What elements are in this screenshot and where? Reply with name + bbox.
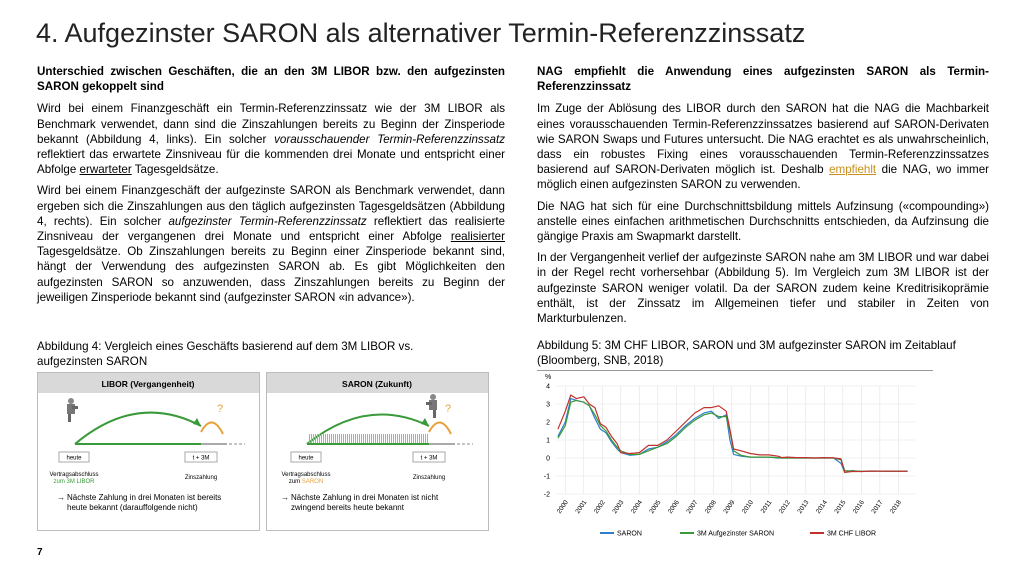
empfiehlt-link[interactable]: empfiehlt (829, 163, 877, 177)
chart-y-ticks (544, 384, 550, 499)
x-tick-label: 2013 (796, 499, 811, 515)
x-tick-label: 2012 (777, 499, 792, 515)
y-tick-label: 4 (546, 383, 550, 391)
y-tick-label: 2 (546, 419, 550, 427)
left-heading: Unterschied zwischen Geschäften, die an den 3M LIBOR bzw. den aufgezinsten SARON gekoppelt sind (37, 65, 505, 94)
x-tick-label: 2007 (685, 499, 700, 515)
y-tick-label: -2 (543, 491, 550, 499)
left-paragraph-1: Wird bei einem Finanzgeschäft ein Termin-Referenzzinssatz wie der 3M LIBOR als Benchmark verwendet, dann sind die Zinszahlungen bereits zu Beginn der Zinsperiode bekannt (Abbildung 4, links). Ein solcher vorausschauender Termin-Referenzzinssatz reflektiert das erwartete Zinsniveau für die kommenden drei Monate und entspricht einer Abfolge erwarteter Tagesgeldsätze. (37, 102, 505, 177)
x-tick-label: 2015 (833, 499, 848, 515)
y-tick-label: 3 (546, 401, 550, 409)
x-tick-label: 2000 (555, 499, 570, 515)
saron-header: SARON (Zukunft) (342, 379, 412, 389)
x-tick-label: 2016 (851, 499, 866, 515)
right-heading: NAG empfiehlt die Anwendung eines aufgezinsten SARON als Termin-Referenzzinssatz (537, 65, 989, 94)
x-tick-label: 2004 (629, 499, 644, 515)
chart-legend (600, 531, 876, 538)
x-tick-label: 2010 (740, 499, 755, 515)
libor-arrow-icon: → (57, 493, 65, 502)
svg-text:t + 3M: t + 3M (420, 455, 438, 462)
right-column (537, 64, 989, 332)
saron-note-line-1: Nächste Zahlung in drei Monaten ist nicht (291, 493, 439, 502)
figure-4-diagram (37, 372, 489, 534)
figure-5-caption: Abbildung 5: 3M CHF LIBOR, SARON und 3M aufgezinster SARON im Zeitablauf (Bloomberg, SNB, 2018) (537, 339, 956, 367)
legend-label: SARON (617, 530, 642, 538)
svg-text:t + 3M: t + 3M (192, 455, 210, 462)
x-tick-label: 2006 (666, 499, 681, 515)
saron-note-line-2: zwingend bereits heute bekannt (291, 503, 404, 512)
saron-arrow-icon: → (281, 493, 289, 502)
x-tick-label: 2003 (611, 499, 626, 515)
left-paragraph-2: Wird bei einem Finanzgeschäft der aufgezinste SARON als Benchmark verwendet, dann ergeben sich die Zinszahlungen aus den täglich aufgezinsten Tagesgeldsätzen (Abbildung 4, rechts). Ein solcher aufgezinster Termin-Referenzzinssatz reflektiert das realisierte Zinsniveau der vergangenen drei Monate und entspricht einer Abfolge realisierter Tagesgeldsätze. Ob Zinszahlungen bereits zu Beginn einer Zinsperiode bekannt sind, hängt der Verwendung des aufgezinsten SARON ab. Es gibt Möglichkeiten den aufgezinsten SARON so anzuwenden, dass Zinszahlungen bereits zu Beginn der jeweiligen Zinsperiode bekannt sind (aufgezinster SARON «in advance»). (37, 184, 505, 304)
chart-lines (558, 395, 908, 472)
series-line-1 (558, 400, 908, 471)
left-column (37, 64, 505, 311)
chart-x-ticks (556, 499, 903, 515)
x-tick-label: 2001 (574, 499, 589, 515)
x-tick-label: 2017 (870, 499, 885, 515)
right-paragraph-2: Die NAG hat sich für eine Durchschnittsbildung mittels Aufzinsung («compounding») anstelle eines einfachen arithmetischen Durchschnitts entschieden, da Aufzinsung die gängige Praxis am Swapmarkt darstellt. (537, 199, 989, 244)
libor-question-mark: ? (217, 403, 224, 415)
series-line-2 (558, 395, 908, 472)
saron-question-mark: ? (445, 403, 452, 415)
libor-header: LIBOR (Vergangenheit) (101, 379, 195, 389)
svg-text:heute: heute (298, 455, 314, 462)
page-number: 7 (37, 547, 43, 558)
libor-note-line-1: Nächste Zahlung in drei Monaten ist bereits (67, 493, 222, 502)
page-title: 4. Aufgezinster SARON als alternativer Termin-Referenzzinssatz (36, 18, 806, 48)
right-paragraph-1: Im Zuge der Ablösung des LIBOR durch den SARON hat die NAG die Machbarkeit eines vorausschauenden Termin-Referenzzinssatzes basierend auf SARON-Derivaten wie SARON Swaps und Futures untersucht. Die NAG erachtet es als unwahrscheinlich, dass ein robustes Fixing eines vorausschauenden Termin-Referenzzinssatzes basierend auf SARON-Derivaten möglich ist. Deshalb empfiehlt die NAG, wo immer möglich einen aufgezinsten SARON zu verwenden. (537, 102, 989, 192)
chart-ylabel: % (545, 374, 552, 381)
libor-payment-label: Zinszahlung (184, 475, 218, 481)
x-tick-label: 2014 (814, 499, 829, 515)
y-tick-label: 1 (546, 437, 550, 445)
svg-text:zum 3M LIBOR: zum 3M LIBOR (53, 479, 95, 485)
saron-contract-label: Vertragsabschluss (281, 472, 331, 478)
x-tick-label: 2009 (722, 499, 737, 515)
x-tick-label: 2018 (888, 499, 903, 515)
legend-label: 3M CHF LIBOR (827, 530, 877, 538)
y-tick-label: -1 (543, 473, 550, 481)
right-paragraph-3: In der Vergangenheit verlief der aufgezinste SARON nahe am 3M LIBOR und war dabei in der Regel recht vorhersehbar (Abbildung 5). Im Vergleich zum 3M LIBOR ist der aufgezinste SARON weniger volatil. Da der SARON zudem keine Kreditrisikoprämie enthält, ist der Zinssatz im Allgemeinen tiefer und stabiler in Zeiten von Markturbulenzen. (537, 251, 989, 326)
svg-text:heute: heute (66, 455, 82, 462)
x-tick-label: 2002 (592, 499, 607, 515)
saron-payment-label: Zinszahlung (412, 475, 446, 481)
x-tick-label: 2005 (648, 499, 663, 515)
x-tick-label: 2011 (759, 499, 774, 515)
figure-5-chart (530, 370, 930, 546)
libor-note-line-2: heute bekannt (darauffolgende nicht) (67, 503, 198, 512)
legend-label: 3M Aufgezinster SARON (697, 530, 775, 538)
saron-daily-rates-hatch (309, 434, 429, 444)
figure-4-caption: Abbildung 4: Vergleich eines Geschäfts basierend auf dem 3M LIBOR vs. aufgezinsten SARON (37, 340, 414, 368)
x-tick-label: 2008 (703, 499, 718, 515)
svg-text:zum SARON: zum SARON (288, 479, 324, 485)
y-tick-label: 0 (546, 455, 550, 463)
libor-contract-label: Vertragsabschluss (49, 472, 99, 478)
